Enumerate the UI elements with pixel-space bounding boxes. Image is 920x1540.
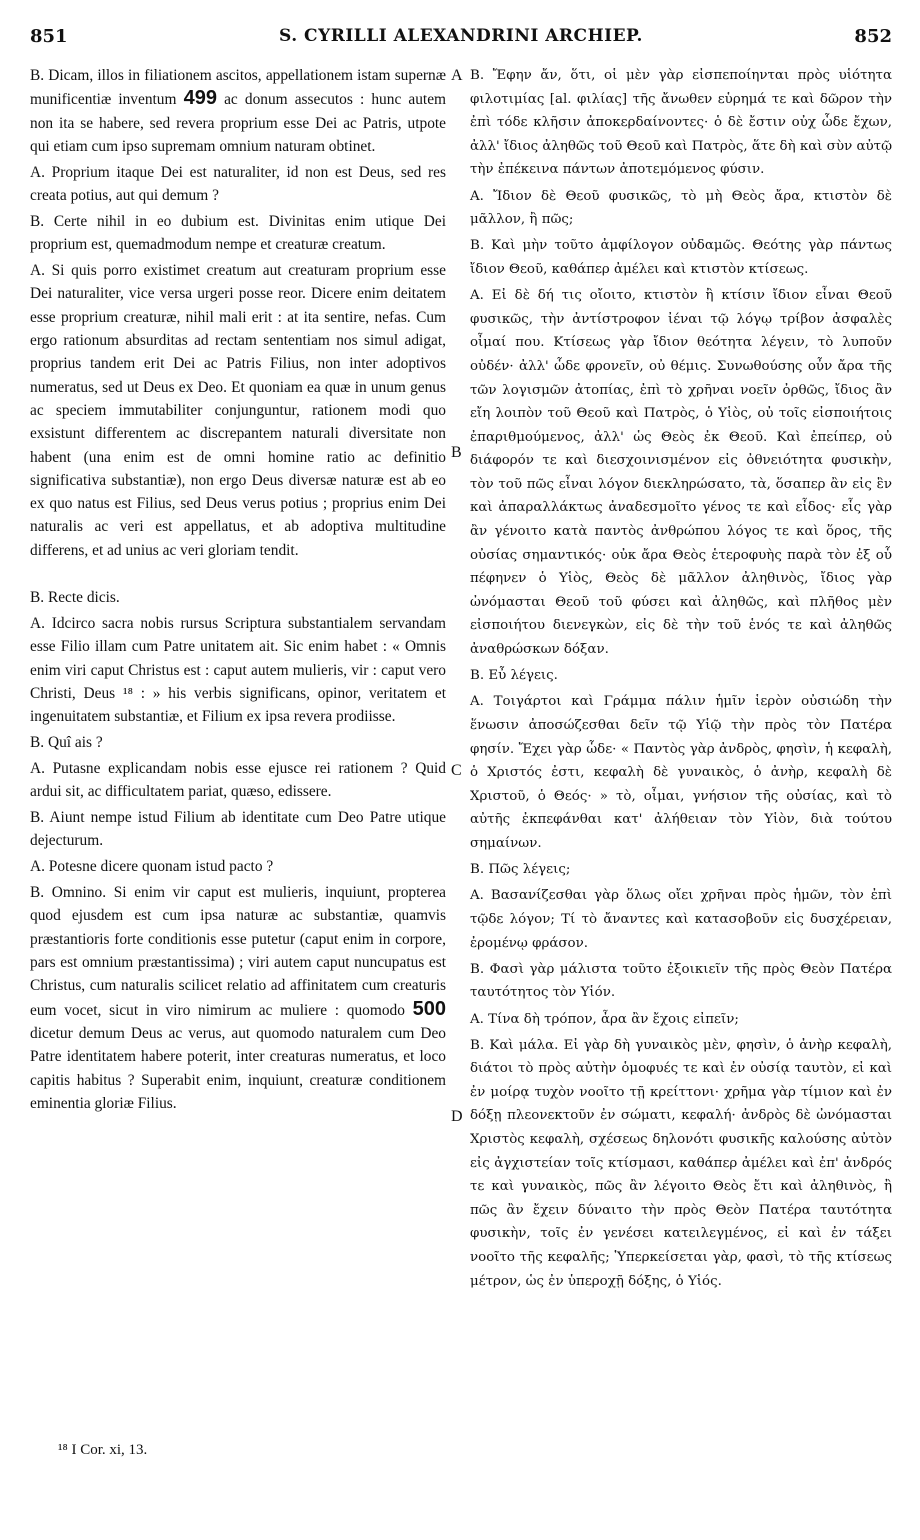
- greek-paragraph: A. Βασανίζεσθαι γὰρ ὅλως οἴει χρῆναι πρὸς ἡμῶν, τὸν ἐπὶ τῷδε λόγον; Τί τὸ ἄναντες καὶ κατασοβοῦν εἰς δυσχέρειαν, ἐρομένῳ φράσον.: [470, 888, 892, 951]
- latin-paragraph: A. Si quis porro existimet creatum aut creaturam proprium esse Dei naturaliter, vice versa urgeri posse reor. Dicere enim deitatem esse proprium creaturæ, nihil mali erit : at ita sentire, nefas. Cum ergo rationum absurditas ad rectam sententiam nos simul adigat, proprius tandem erit Dei ac Patris Filius, non inter adoptivos numeratus, sed ut Deus ex Deo. Et quoniam ea quæ in unum genus ac speciem immutabiliter conjunguntur, rationem modi quo exsistunt differentem ac discrepantem naturali diversitate non habent (una enim est de omni homine ratio ac definitio significativa substantiæ), non ergo Deus diversæ naturæ est ab eo ex quo natus est Filius, sed Deus verus potius ; proprius enim Dei naturalis ac veri est appellatus, et ab adoptiva multitudine differens, et ad unius ac veri gloriam tendit.: [30, 262, 446, 559]
- column-number-499: 499: [183, 87, 217, 110]
- latin-paragraph: B. Aiunt nempe istud Filium ab identitate cum Deo Patre utique dejecturum.: [30, 809, 446, 850]
- margin-letter-c: C: [451, 762, 462, 779]
- latin-paragraph: A. Potesne dicere quonam istud pacto ?: [30, 858, 274, 876]
- greek-paragraph: B. Φασὶ γὰρ μάλιστα τοῦτο ἐξοικιεῖν τῆς πρὸς Θεὸν Πατέρα ταυτότητος τὸν Υἱόν.: [470, 961, 892, 1001]
- latin-paragraph: A. Proprium itaque Dei est naturaliter, id non est Deus, sed res creata potius, aut qui demum ?: [30, 163, 446, 205]
- latin-paragraph: B. Quî ais ?: [30, 733, 103, 751]
- page-header: [30, 26, 892, 56]
- greek-paragraph: B. Εὖ λέγεις.: [470, 668, 558, 684]
- column-number-500: 500: [412, 997, 446, 1020]
- greek-paragraph: A. Ἴδιον δὲ Θεοῦ φυσικῶς, τὸ μὴ Θεὸς ἄρα, κτιστὸν δὲ μᾶλλον, ἢ πῶς;: [470, 188, 892, 228]
- latin-paragraph: B. Recte dicis.: [30, 589, 120, 607]
- greek-paragraph: A. Εἰ δὲ δή τις οἴοιτο, κτιστὸν ἢ κτίσιν ἴδιον εἶναι Θεοῦ φυσικῶς, τὴν ἀντίστροφον ἰέναι τῷ λόγῳ τρίβον ἀσφαλὲς οἶμαί που. Κτίσεως γὰρ ἴδιον θεότητα λέγειν, τὸ λυποῦν οὐδέν· ἀλλ' ὧδε φρονεῖν, οὐ θέμις. Συνωθούσης οὖν ἄρα τῆς τῶν λογισμῶν ἀτοπίας, ἐπὶ τὸ χρῆναι νοεῖν ὀρθῶς, ἴδιος ἂν εἴη λοιπὸν τοῦ Θεοῦ καὶ Πατρὸς, ὁ Υἱὸς, οὐ τοῖς εἰσποιήτοις ἐπαριθμούμενος, ἀλλ' ὡς Θεὸς ἐκ Θεοῦ. Καὶ ἐπείπερ, οὐ διάφορόν τε καὶ διεσχοινισμένον εἰς ὀθνειότητα φυσικὴν, τὸν τοῦ πῶς εἶναι λόγον διεκληρώσατο, τὰ, ὅσαπερ ἂν εἰς ἓν καὶ ἀπαραλλάκτως ἀναδεσμοῖτο γένος τε καὶ εἶδος· εἷς γὰρ ἂν γένοιτο κατὰ παντὸς ἀνθρώπου λόγος τε καὶ ὅρος, τῆς οὐσίας σημαντικός· οὐκ ἄρα Θεὸς ἑτεροφυὴς παρὰ τὸν ἐξ οὗ πέφηνεν ὁ Υἱὸς, Θεὸς δὲ μᾶλλον ἀληθινὸς, ἴδιος γὰρ ὠνόμασται Θεοῦ τοῦ φύσει καὶ ἀληθῶς, καὶ πλῆθος μὲν εἰσποιήτου διενεγκὼν, εἰς δὲ τὴν τοῦ ἑνός τε καὶ ἀληθῶς ἀναθρώσκων δόξαν.: [470, 288, 892, 658]
- greek-column: [470, 64, 892, 1296]
- latin-paragraph: B. Dicam, illos in filiationem ascitos, appellationem istam supernæ munificentiæ inventum 499 ac donum assecutos : hunc autem non ita se habere, sed revera proprium esse Dei ac Patris, utpote qui etiam cum ipso supremam omnium naturam obtinet.: [30, 67, 446, 155]
- latin-paragraph: A. Idcirco sacra nobis rursus Scriptura substantialem servandam esse Filio illam cum Patre unitatem ait. Sic enim habet : « Omnis enim viri caput Christus est : caput autem mulieris, vir : caput vero Christi, Deus ¹⁸ : » his verbis significans, opinor, veritatem et ingenuitatem substantiæ, et Filium ex ipsa revera prodiisse.: [30, 614, 446, 726]
- greek-paragraph: B. Πῶς λέγεις;: [470, 862, 571, 878]
- latin-column: [30, 64, 446, 1118]
- latin-paragraph: B. Certe nihil in eo dubium est. Divinitas enim utique Dei proprium est, quemadmodum nempe et creaturæ creatum.: [30, 212, 446, 254]
- greek-paragraph: B. Καὶ μάλα. Εἰ γὰρ δὴ γυναικὸς μὲν, φησὶν, ὁ ἀνὴρ κεφαλὴ, διάτοι τὸ πρὸς αὐτὴν ὁμοφυές τε καὶ ἐν οὐσίᾳ ταυτὸν, εἰ καὶ ἐν μοίρᾳ τυχὸν νοοῖτο τῇ κρείττονι· χρῆμα γὰρ τίμιον καὶ ἐν δόξῃ πλεονεκτοῦν ἐν σώματι, κεφαλή· ἀνδρὸς δὲ ὠνόμασται Χριστὸς κεφαλὴ, σχέσεως δηλονότι φυσικῆς καλούσης αὐτὸν εἰς ἀγχιστείαν τοῖς κτίσμασι, καθάπερ ἀμέλει καὶ ἐπ' ἀνδρός τε καὶ γυναικὸς, πῶς ἂν λέγοιτο Θεὸς ἔτι καὶ ἀληθινὸς, ἢ πῶς ἂν ἔχειν δύναιτο τὴν πρὸς Θεὸν Πατέρα ταυτότητα φυσικὴν, τοῖς ἐν γενέσει κατειλεγμένος, εἰ καὶ ἐν τάξει νοοῖτο τῆς κεφαλῆς; Ὑπερκείσεται γὰρ, φασὶ, τὸ τῆς κτίσεως μέτρον, ὡς ἐν ὑπεροχῇ δόξης, ὁ Υἱός.: [470, 1037, 892, 1289]
- margin-letter-b: B: [451, 444, 462, 461]
- greek-paragraph: A. Τίνα δὴ τρόπον, ἆρα ἂν ἔχοις εἰπεῖν;: [470, 1011, 739, 1027]
- running-title: S. CYRILLI ALEXANDRINI ARCHIEP.: [279, 26, 643, 46]
- footnote: ¹⁸ I Cor. xi, 13.: [58, 1442, 148, 1458]
- page-number-left: 851: [30, 26, 68, 47]
- margin-letter-a: A: [451, 67, 463, 84]
- margin-letter-d: D: [451, 1108, 463, 1125]
- greek-paragraph: B. Ἔφην ἄν, ὅτι, οἱ μὲν γὰρ εἰσπεποίηνται πρὸς υἱότητα φιλοτιμίας [al. φιλίας] τῆς ἄνωθεν εὑρημά τε καὶ δῶρον τὴν ἐπὶ τόδε κλῆσιν ἀποκερδαίνοντες· ὁ δὲ ἔστιν οὐχ ὧδε ἔχων, ἀλλ' ἴδιος ἀληθῶς τοῦ Θεοῦ καὶ Πατρὸς, ἅτε δὴ καὶ σὺν αὐτῷ τὴν ἐπέκεινα πάντων ἀποτεμόμενος φύσιν.: [470, 68, 892, 178]
- greek-paragraph: A. Τοιγάρτοι καὶ Γράμμα πάλιν ἡμῖν ἱερὸν οὐσιώδη τὴν ἕνωσιν ἀποσώζεσθαι δεῖν τῷ Υἱῷ τὴν πρὸς τὸν Πατέρα φησίν. Ἔχει γὰρ ὧδε· « Παντὸς γὰρ ἀνδρὸς, φησὶν, ἡ κεφαλὴ, ὁ Χριστός ἐστι, κεφαλὴ δὲ γυναικὸς, ὁ ἀνὴρ, κεφαλὴ δὲ Χριστοῦ, ὁ Θεός· » τὸ, οἶμαι, γνήσιον τῆς οὐσίας, καὶ τὸ αὐτῆς ἐκπεφάνθαι κατ' ἀλήθειαν τὸν Υἱὸν, διὰ τούτου σημαίνων.: [470, 694, 892, 851]
- latin-paragraph: A. Putasne explicandam nobis esse ejusce rei rationem ? Quid ardui sit, ac difficultatem pariat, quæso, edissere.: [30, 759, 446, 801]
- latin-paragraph: B. Omnino. Si enim vir caput est mulieris, inquiunt, propterea quod ejusdem est cum ipsa naturæ ac substantiæ, quamvis præstantioris forte conditionis esse putetur (caput enim in corpore, pars est omnium præstantissima) ; viri autem caput nuncupatus est Christus, cum naturalis scilicet relatio ad affinitatem cum creaturis eum vocet, sicut in viro nimirum ac muliere : quomodo 500 dicetur demum Deus ac verus, aut quomodo naturalem cum Deo Patre identitatem habere poterit, inter creaturas numeratus, et loco capitis habitus ? Superabit enim, inquiunt, creaturæ conditionem eminentia gloriæ Filius.: [30, 884, 446, 1112]
- greek-paragraph: B. Καὶ μὴν τοῦτο ἀμφίλογον οὐδαμῶς. Θεότης γὰρ πάντως ἴδιον Θεοῦ, καθάπερ ἀμέλει καὶ κτιστὸν κτίσεως.: [470, 238, 892, 277]
- page-number-right: 852: [854, 26, 892, 47]
